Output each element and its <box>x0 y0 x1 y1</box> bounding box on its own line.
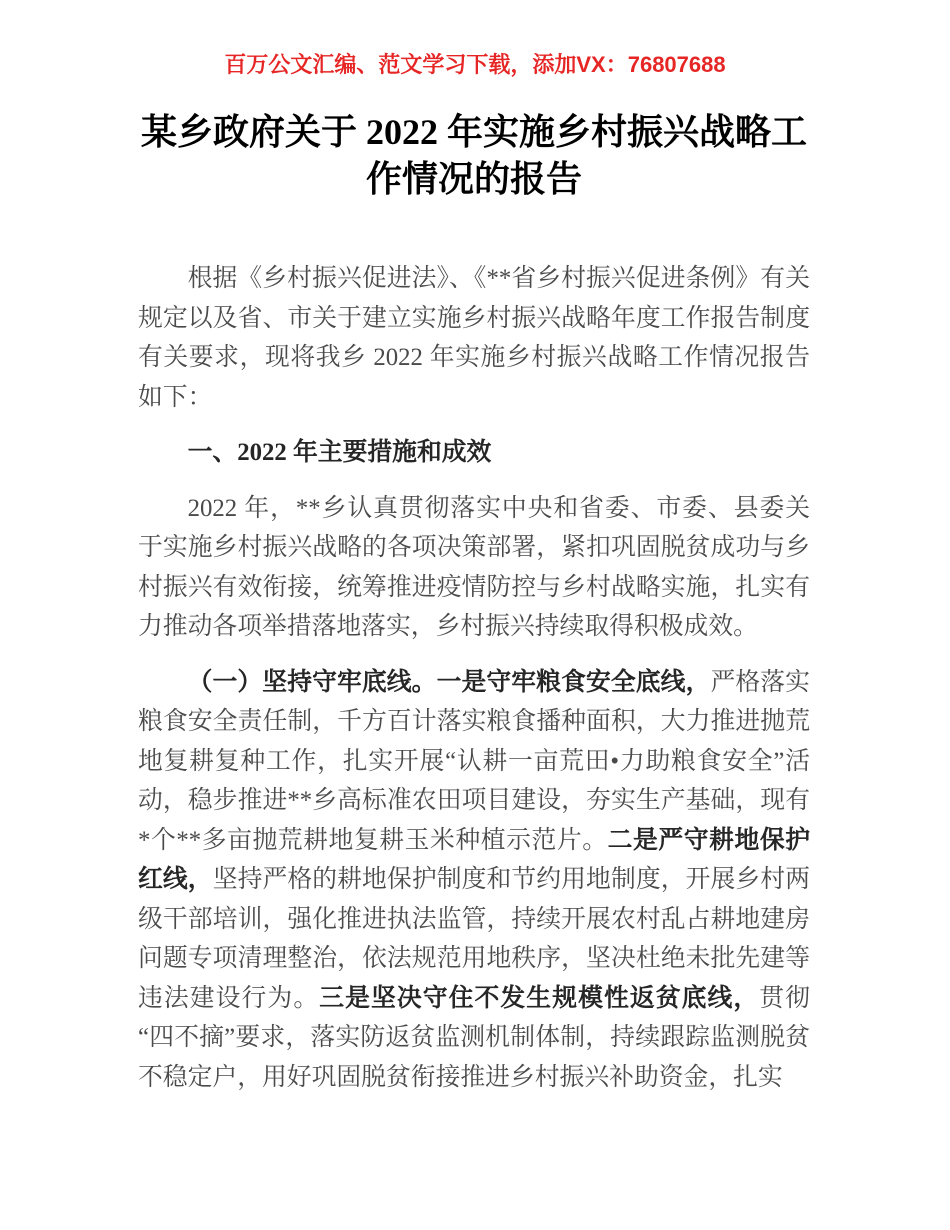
bottom-lines-grain-security-text: 严格落实粮食安全责任制，千方百计落实粮食播种面积，大力推进抛荒地复耕复种工作，扎实开展“认耕一亩荒田•力助粮食安全”活动，稳步推进**乡高标准农田项目建设，夯实生产基础，现有*个**多亩抛荒耕地复耕玉米种植示范片。 <box>138 668 810 854</box>
bottom-lines-poverty-relapse-bold: 三是坚决守住不发生规模性返贫底线， <box>319 984 760 1012</box>
paragraph-bottom-lines <box>138 663 810 1098</box>
paragraph-overview-text: 2022 年，**乡认真贯彻落实中央和省委、市委、县委关于实施乡村振兴战略的各项决策部署，紧扣巩固脱贫成功与乡村振兴有效衔接，统筹推进疫情防控与乡村战略实施，扎实有力推动各项举措落地落实，乡村振兴持续取得积极成效。 <box>138 494 810 640</box>
paragraph-intro <box>138 259 810 417</box>
promo-banner: 百万公文汇编、范文学习下载，添加VX：76807688 <box>224 52 726 77</box>
bottom-lines-farmland-redline-bold: 二是严守耕地保护红线， <box>138 826 810 893</box>
paragraph-overview <box>138 489 810 647</box>
document-body <box>0 109 950 1097</box>
bottom-lines-farmland-redline-text: 坚持严格的耕地保护制度和节约用地制度，开展乡村两级干部培训，强化推进执法监管，持续开展农村乱占耕地建房问题专项清理整治，依法规范用地秩序，坚决杜绝未批先建等违法建设行为。 <box>138 866 810 1012</box>
section-heading-measures: 一、2022 年主要措施和成效 <box>187 439 492 466</box>
document-title: 某乡政府关于 2022 年实施乡村振兴战略工作情况的报告 <box>140 112 807 199</box>
paragraph-intro-text: 根据《乡村振兴促进法》、《**省乡村振兴促进条例》有关规定以及省、市关于建立实施乡村振兴战略年度工作报告制度有关要求，现将我乡 2022 年实施乡村振兴战略工作情况报告如下： <box>138 265 810 411</box>
bottom-lines-lead-bold: （一）坚持守牢底线。一是守牢粮食安全底线， <box>187 668 711 696</box>
bottom-lines-poverty-relapse-text: 贯彻“四不摘”要求，落实防返贫监测机制体制，持续跟踪监测脱贫不稳定户，用好巩固脱贫衔接推进乡村振兴补助资金，扎实 <box>138 984 810 1091</box>
